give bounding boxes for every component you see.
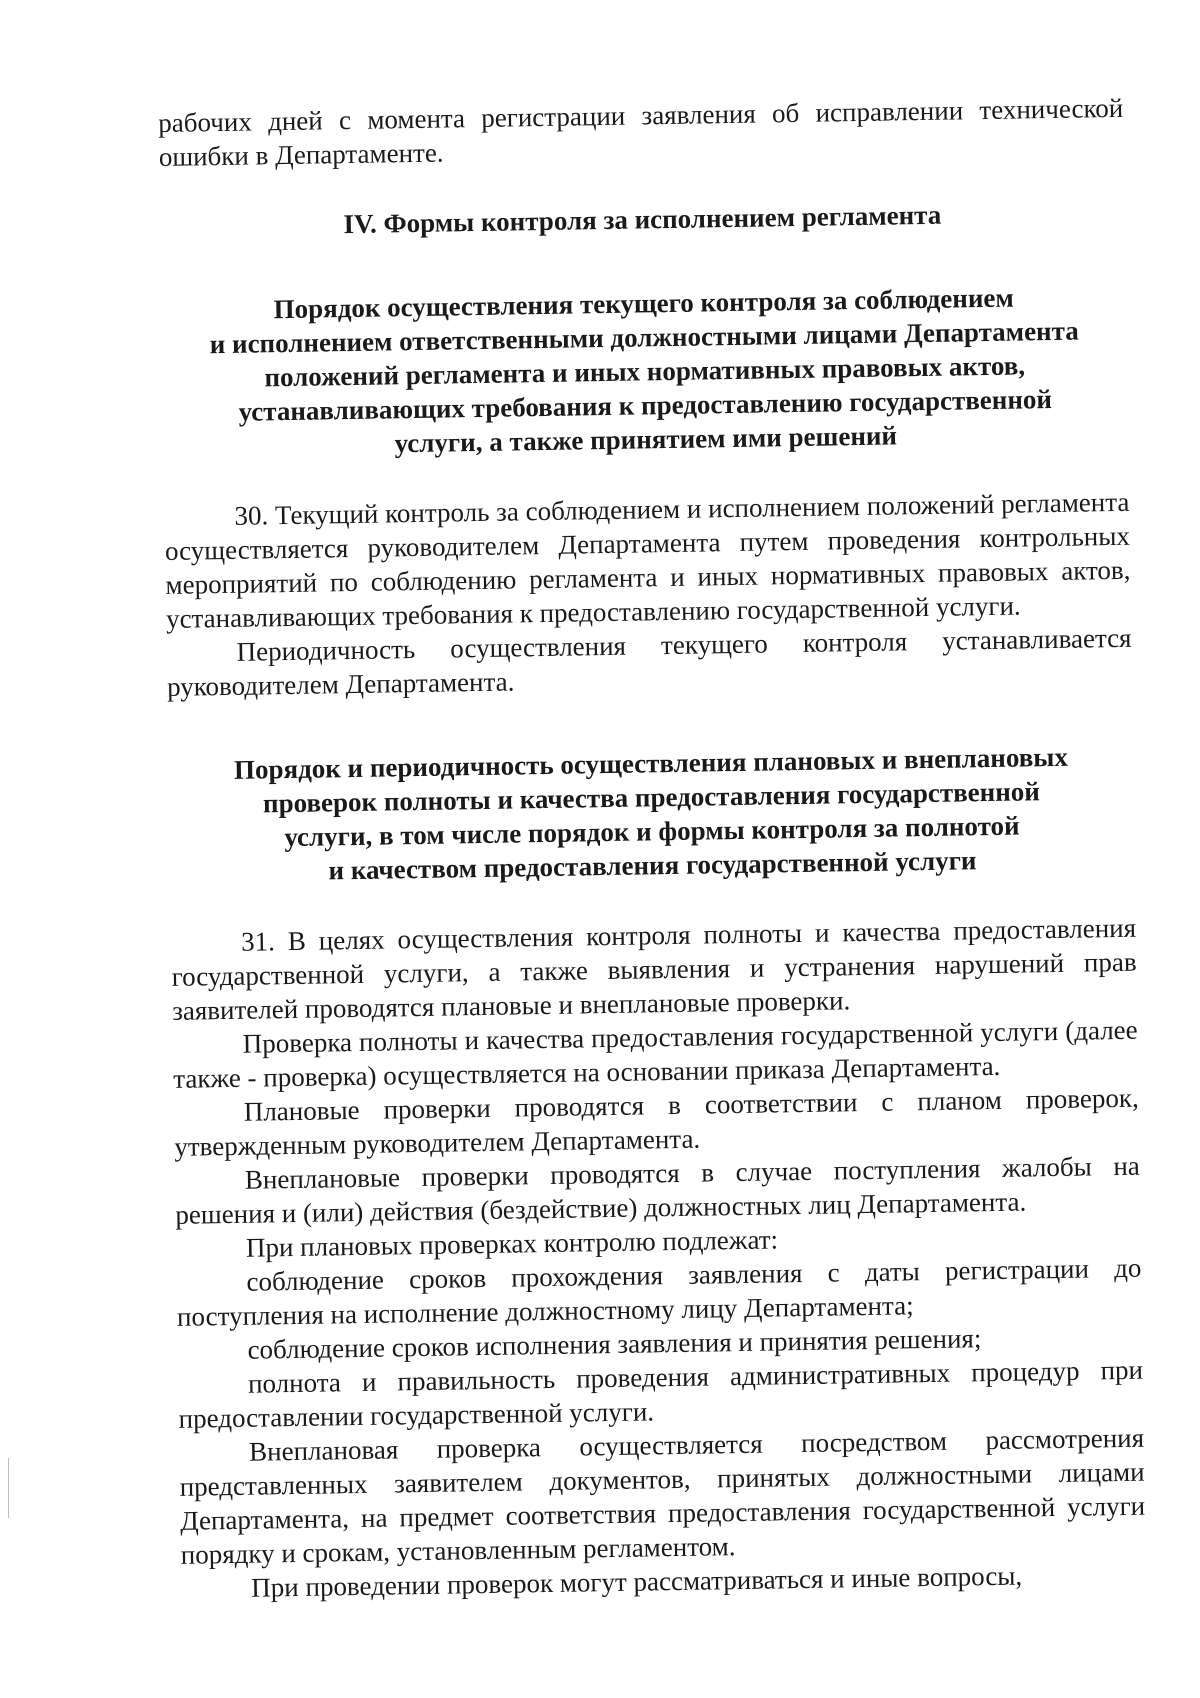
continuation-paragraph: рабочих дней с момента регистрации заявления об исправлении технической ошибки в Департаменте. [158, 92, 1124, 172]
heading-line: устанавливающих требования к предоставлению государственной [238, 383, 1053, 427]
paragraph-31-item-1: соблюдение сроков прохождения заявления с даты регистрации до поступления на исполнение должностному лицу Департамента; [176, 1252, 1142, 1332]
paragraph-31-item-3: полнота и правильность проведения административных процедур при предоставлении государственной услуги. [178, 1354, 1144, 1434]
heading-line: положений регламента и иных нормативных правовых актов, [264, 350, 1026, 393]
heading-line: Порядок и периодичность осуществления плановых и внеплановых [233, 741, 1069, 785]
heading-line: услуги, а также принятием ими решений [394, 420, 898, 459]
document-body [158, 91, 1146, 1606]
paragraph-31-unplanned-method: Внеплановая проверка осуществляется посредством рассмотрения представленных заявителем документов, принятых должностными лицами Департамента, на предмет соответствия предоставления государственной услуги порядку и срокам, установленным регламентом. [179, 1422, 1146, 1570]
heading-line: услуги, в том числе порядок и формы контроля за полнотой [284, 810, 1020, 853]
scan-artifact-line [8, 1458, 9, 1518]
paragraph-31: 31. В целях осуществления контроля полноты и качества предоставления государственной услуги, а также выявления и устранения нарушений прав заявителей проводятся плановые и внеплановые проверки. [171, 912, 1137, 1026]
paragraph-31-item-2: соблюдение сроков исполнения заявления и принятия решения; [247, 1323, 982, 1365]
paragraph-31-subject: При плановых проверках контролю подлежат: [245, 1224, 779, 1263]
paragraph-30-periodicity: Периодичность осуществления текущего контроля устанавливается руководителем Департамента. [166, 622, 1132, 702]
heading-line: Порядок осуществления текущего контроля за соблюдением [273, 282, 1014, 325]
section-title: IV. Формы контроля за исполнением регламента [343, 199, 942, 240]
paragraph-30: 30. Текущий контроль за соблюдением и исполнением положений регламента осуществляется руководителем Департамента путем проведения контрольных мероприятий по соблюдению регламента и иных нормативных правовых актов, устанавливающих требования к предоставлению государственной услуги. [164, 486, 1131, 634]
heading-line: проверок полноты и качества предоставления государственной [262, 776, 1041, 819]
subsection-heading-current-control [161, 279, 1129, 464]
paragraph-31-inspection-basis: Проверка полноты и качества предоставления государственной услуги (далее также - проверка) осуществляется на основании приказа Департамента. [173, 1014, 1138, 1094]
paragraph-31-planned: Плановые проверки проводятся в соответствии с планом проверок, утвержденным руководителем Департамента. [174, 1082, 1139, 1162]
subsection-heading-inspections [168, 739, 1135, 890]
heading-line: и исполнением ответственными должностными лицами Департамента [209, 315, 1079, 360]
paragraph-31-unplanned: Внеплановые проверки проводятся в случае поступления жалобы на решения и (или) действия (бездействие) должностных лиц Департамента. [175, 1150, 1141, 1230]
heading-line: и качеством предоставления государственной услуги [328, 845, 977, 886]
paragraph-31-other-questions: При проведении проверок могут рассматриваться и иные вопросы, [251, 1560, 1023, 1603]
